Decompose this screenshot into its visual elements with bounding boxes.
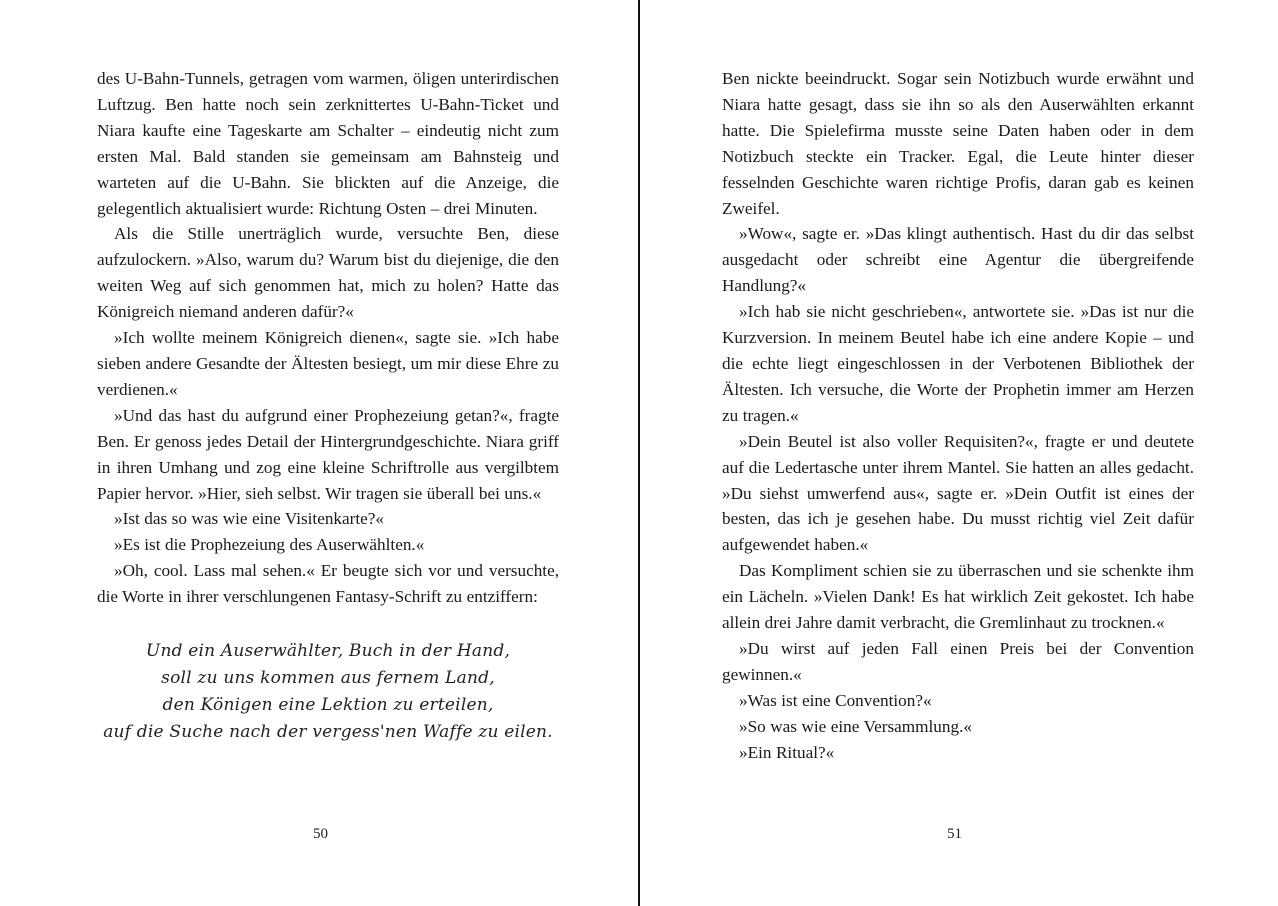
paragraph: »Ist das so was wie eine Visitenkarte?« — [114, 509, 385, 529]
poem-line: soll zu uns kommen aus fernem Land, — [161, 668, 495, 689]
paragraph: »Du wirst auf jeden Fall einen Preis bei der Convention gewinnen.« — [722, 638, 1194, 684]
paragraph: Als die Stille unerträglich wurde, versuchte Ben, diese aufzulockern. »Also, warum du? Warum bist du diejenige, die den weiten Weg auf sich genommen hat, mich zu holen? Hatte das Königreich niemand anderen dafür?« — [97, 224, 559, 322]
paragraph: »Was ist eine Convention?« — [739, 690, 932, 710]
paragraph: Das Kompliment schien sie zu überraschen und sie schenkte ihm ein Lächeln. »Vielen Dank! Es hat wirklich Zeit gekostet. Ich habe allein drei Jahre damit verbracht, die Gremlinhaut zu trocknen.« — [722, 561, 1194, 633]
paragraph: Ben nickte beeindruckt. Sogar sein Notizbuch wurde erwähnt und Niara hatte gesagt, dass sie ihn so als den Auserwählten erkannt hatte. Die Spielefirma musste seine Daten haben oder in dem Notizbuch steckte ein Tracker. Egal, die Leute hinter dieser fesselnden Geschichte waren richtige Profis, daran gab es keinen Zweifel. — [722, 69, 1194, 218]
left-page — [97, 66, 559, 746]
paragraph: »Und das hast du aufgrund einer Prophezeiung getan?«, fragte Ben. Er genoss jedes Detail der Hintergrundgeschichte. Niara griff in ihren Umhang und zog eine kleine Schriftrolle aus vergilbtem Papier hervor. »Hier, sieh selbst. Wir tragen sie überall bei uns.« — [97, 405, 559, 503]
paragraph: »Ein Ritual?« — [739, 742, 835, 762]
page-number-right: 51 — [947, 826, 962, 842]
poem-line: auf die Suche nach der vergess'nen Waffe zu eilen. — [103, 722, 553, 743]
spine-divider — [638, 0, 640, 906]
paragraph: »Wow«, sagte er. »Das klingt authentisch. Hast du dir das selbst ausgedacht oder schreibt eine Agentur die übergreifende Handlung?« — [722, 224, 1194, 296]
poem-line: den Königen eine Lektion zu erteilen, — [162, 695, 494, 716]
paragraph: »So was wie eine Versammlung.« — [739, 716, 972, 736]
page-number-left: 50 — [313, 826, 328, 842]
prophecy-poem — [97, 638, 559, 746]
paragraph: »Ich wollte meinem Königreich dienen«, sagte sie. »Ich habe sieben andere Gesandte der Ältesten besiegt, um mir diese Ehre zu verdienen.« — [97, 328, 559, 399]
right-page — [722, 66, 1194, 765]
paragraph: »Ich hab sie nicht geschrieben«, antwortete sie. »Das ist nur die Kurzversion. In meinem Beutel habe ich eine andere Kopie – und die echte liegt eingeschlossen in der Verbotenen Bibliothek der Ältesten. Ich versuche, die Worte der Prophetin immer am Herzen zu tragen.« — [722, 302, 1194, 425]
paragraph: »Dein Beutel ist also voller Requisiten?«, fragte er und deutete auf die Ledertasche unter ihrem Mantel. Sie hatten an alles gedacht. »Du siehst umwerfend aus«, sagte er. »Dein Outfit ist eines der besten, das ich je gesehen habe. Du musst richtig viel Zeit dafür aufgewendet haben.« — [722, 431, 1194, 555]
poem-line: Und ein Auserwählter, Buch in der Hand, — [145, 641, 511, 662]
paragraph: »Es ist die Prophezeiung des Auserwählten.« — [114, 535, 425, 555]
paragraph: des U-Bahn-Tunnels, getragen vom warmen, öligen unterirdischen Luftzug. Ben hatte noch sein zerknittertes U-Bahn-Ticket und Niara kaufte eine Tageskarte am Schalter – eindeutig nicht zum ersten Mal. Bald standen sie gemeinsam am Bahnsteig und warteten auf die U-Bahn. Sie blickten auf die Anzeige, die gelegentlich aktualisiert wurde: Richtung Osten – drei Minuten. — [97, 69, 559, 218]
paragraph: »Oh, cool. Lass mal sehen.« Er beugte sich vor und versuchte, die Worte in ihrer verschlungenen Fantasy-Schrift zu entziffern: — [97, 561, 559, 607]
